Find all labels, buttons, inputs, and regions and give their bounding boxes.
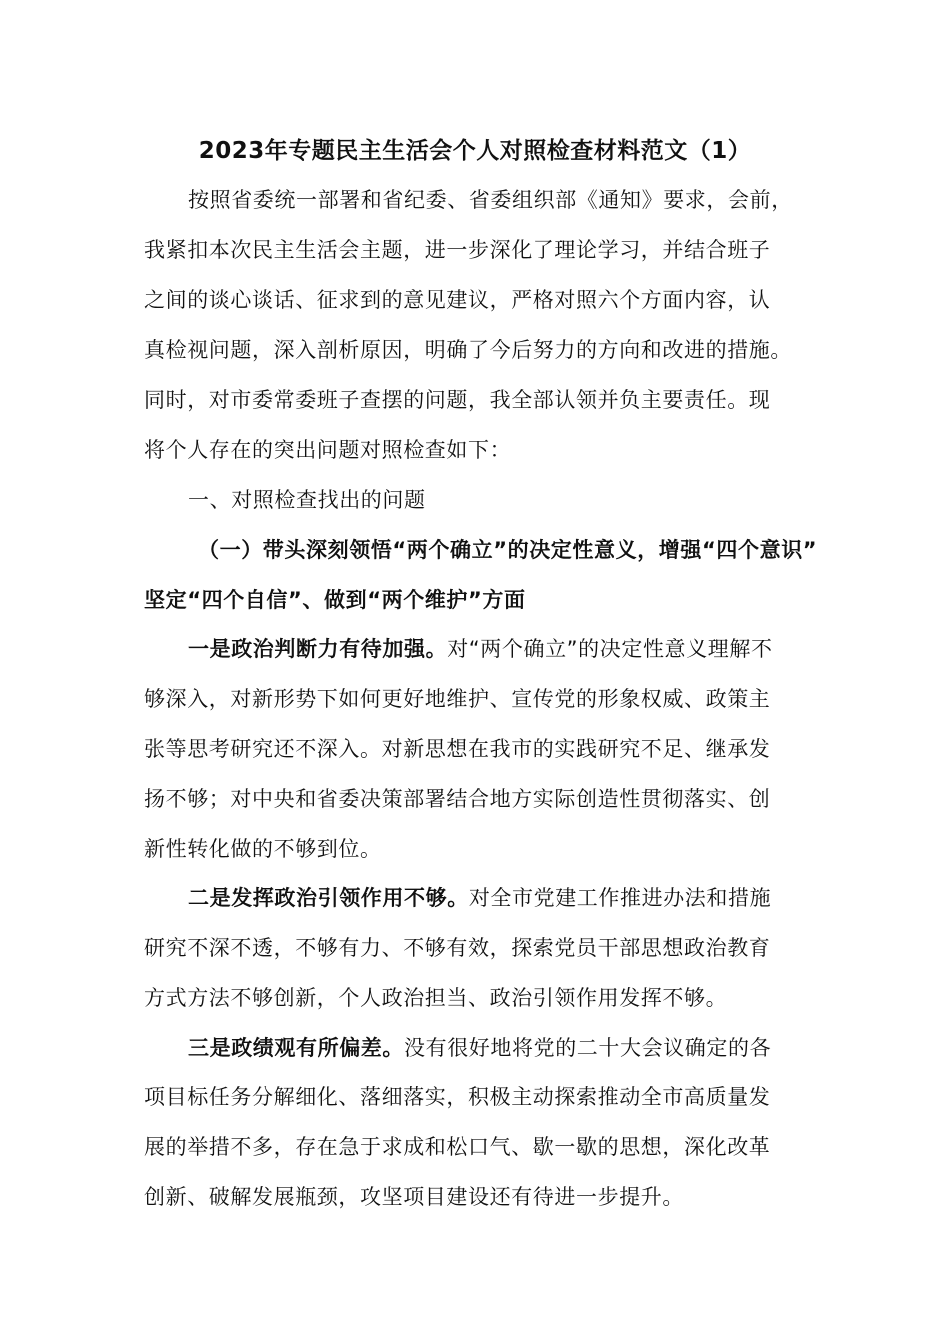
point1-line: 扬不够；对中央和省委决策部署结合地方实际创造性贯彻落实、创 xyxy=(144,787,771,811)
section-heading: 一、对照检查找出的问题 xyxy=(188,488,426,512)
intro-line: 真检视问题，深入剖析原因，明确了今后努力的方向和改进的措施。 xyxy=(144,338,792,362)
point2-lead: 二是发挥政治引领作用不够。 xyxy=(188,886,469,910)
point3-line: 项目标任务分解细化、落细落实，积极主动探索推动全市高质量发 xyxy=(144,1085,771,1109)
intro-line: 按照省委统一部署和省纪委、省委组织部《通知》要求，会前， xyxy=(188,188,793,212)
intro-line: 我紧扣本次民主生活会主题，进一步深化了理论学习，并结合班子 xyxy=(144,238,771,262)
point3-text: 没有很好地将党的二十大会议确定的各 xyxy=(404,1036,772,1060)
point2-line: 研究不深不透，不够有力、不够有效，探索党员干部思想政治教育 xyxy=(144,936,771,960)
intro-line: 同时，对市委常委班子查摆的问题，我全部认领并负主要责任。现 xyxy=(144,388,771,412)
point1-line: 张等思考研究还不深入。对新思想在我市的实践研究不足、继承发 xyxy=(144,737,771,761)
point2-text: 对全市党建工作推进办法和措施 xyxy=(468,886,772,910)
point1-first-line xyxy=(188,632,888,682)
point3-line: 创新、破解发展瓶颈，攻坚项目建设还有待进一步提升。 xyxy=(144,1185,684,1209)
subsection-heading-line: （一）带头深刻领悟“两个确立”的决定性意义，增强“四个意识” xyxy=(198,538,818,562)
intro-line: 将个人存在的突出问题对照检查如下： xyxy=(144,438,512,462)
point3-first-line xyxy=(188,1031,888,1081)
point2-line: 方式方法不够创新，个人政治担当、政治引领作用发挥不够。 xyxy=(144,986,728,1010)
subsection-heading-line: 坚定“四个自信”、做到“两个维护”方面 xyxy=(144,588,526,612)
document-title: 2023年专题民主生活会个人对照检查材料范文（1） xyxy=(198,138,752,164)
point1-line: 新性转化做的不够到位。 xyxy=(144,837,382,861)
point3-line: 展的举措不多，存在急于求成和松口气、歇一歇的思想，深化改革 xyxy=(144,1135,771,1159)
intro-line: 之间的谈心谈话、征求到的意见建议，严格对照六个方面内容，认 xyxy=(144,288,771,312)
point1-text: 对“两个确立”的决定性意义理解不 xyxy=(447,637,773,661)
point2-first-line xyxy=(188,881,888,931)
point3-lead: 三是政绩观有所偏差。 xyxy=(188,1036,404,1060)
point1-line: 够深入，对新形势下如何更好地维护、宣传党的形象权威、政策主 xyxy=(144,687,771,711)
point1-lead: 一是政治判断力有待加强。 xyxy=(188,637,448,661)
